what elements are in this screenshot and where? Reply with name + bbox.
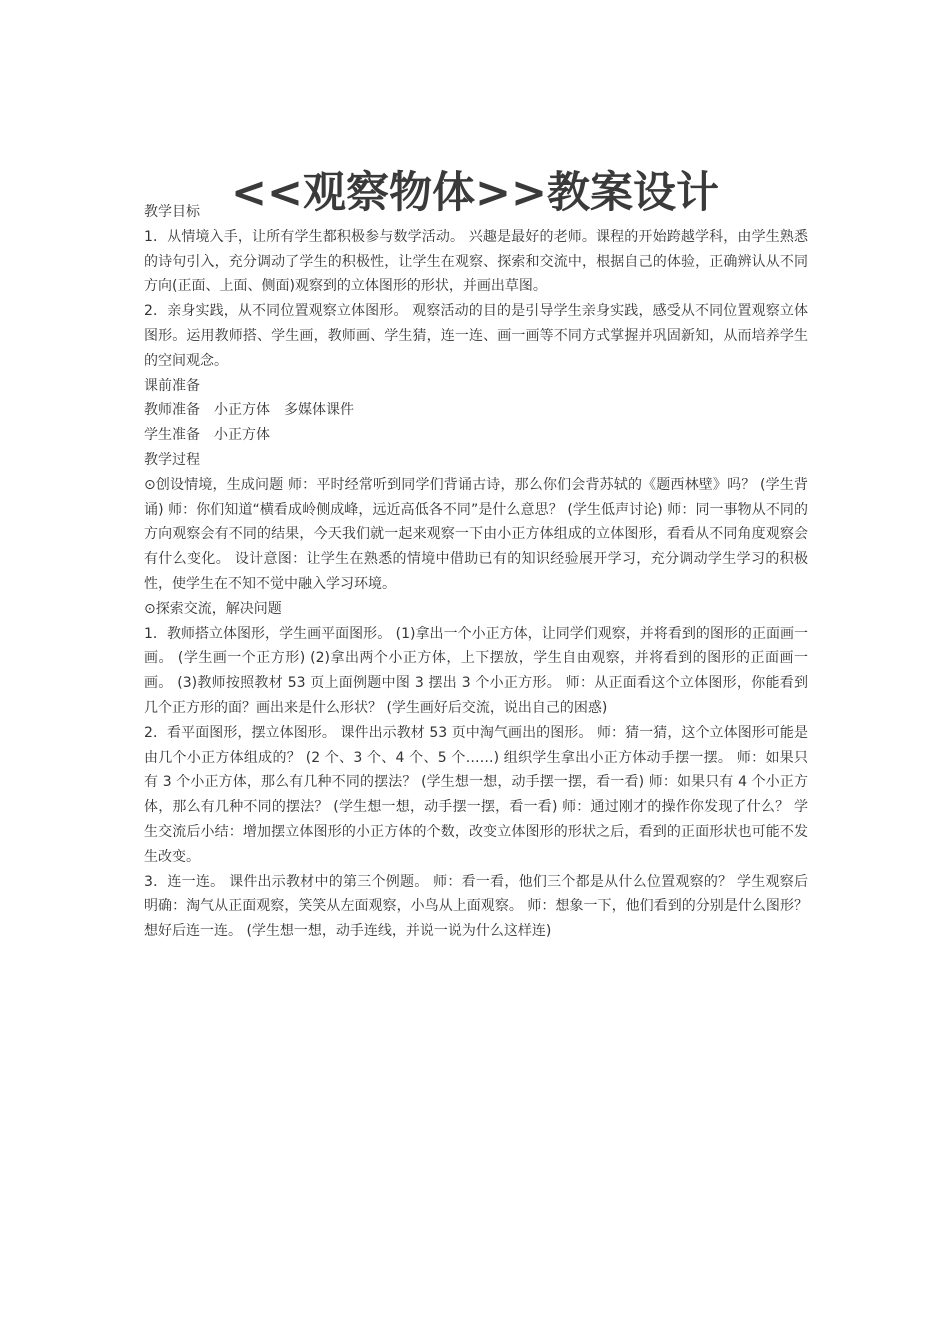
process-subheading-explore: ⊙探索交流，解决问题 bbox=[144, 600, 282, 617]
section-heading-preparation: 课前准备 bbox=[144, 377, 200, 394]
process-paragraph-step-2: 2．看平面图形，摆立体图形。 课件出示教材 53 页中淘气画出的图形。 师：猜一猜，这个立体图形可能是由几个小正方体组成的？ (2 个、3 个、4 个、5 个……) 组织学生拿出小正方体动手摆一摆。 师：如果只有 3 个小正方体，那么有几种不同的摆法？ (学生想一想，动手摆一摆，看一看) 师：如果只有 4 个小正方体，那么有几种不同的摆法？ (学生想一想，动手摆一摆，看一看) 师：通过刚才的操作你发现了什么？ 学生交流后小结：增加摆立体图形的小正方体的个数，改变立体图形的形状之后，看到的正面形状也可能不发生改变。 bbox=[144, 724, 808, 865]
section-heading-process: 教学过程 bbox=[144, 451, 200, 468]
section-heading-objectives: 教学目标 bbox=[144, 204, 200, 220]
objective-paragraph-2: 2．亲身实践，从不同位置观察立体图形。 观察活动的目的是引导学生亲身实践，感受从不同位置观察立体图形。运用教师搭、学生画，教师画、学生猜，连一连、画一画等不同方式掌握并巩固新知，从而培养学生的空间观念。 bbox=[144, 303, 808, 369]
student-preparation: 学生准备 小正方体 bbox=[144, 427, 270, 444]
process-paragraph-step-3: 3．连一连。 课件出示教材中的第三个例题。 师：看一看，他们三个都是从什么位置观察的？ 学生观察后明确：淘气从正面观察，笑笑从左面观察，小鸟从上面观察。 师：想象一下，他们看到的分别是什么图形？想好后连一连。 (学生想一想，动手连线，并说一说为什么这样连) bbox=[144, 873, 808, 940]
document-title: <<观察物体>>教案设计 bbox=[230, 167, 720, 218]
objective-paragraph-1: 1．从情境入手，让所有学生都积极参与数学活动。 兴趣是最好的老师。课程的开始跨越学科，由学生熟悉的诗句引入，充分调动了学生的积极性，让学生在观察、探索和交流中，根据自己的体验，正确辨认从不同方向(正面、上面、侧面)观察到的立体图形的形状，并画出草图。 bbox=[144, 228, 808, 295]
process-paragraph-situation: ⊙创设情境，生成问题 师：平时经常听到同学们背诵古诗，那么你们会背苏轼的《题西林壁》吗？ (学生背诵) 师：你们知道“横看成岭侧成峰，远近高低各不同”是什么意思？ (学生低声讨论) 师：同一事物从不同的方向观察会有不同的结果，今天我们就一起来观察一下由小正方体组成的立体图形，看看从不同角度观察会有什么变化。 设计意图：让学生在熟悉的情境中借助已有的知识经验展开学习，充分调动学生学习的积极性，使学生在不知不觉中融入学习环境。 bbox=[144, 476, 808, 592]
document-body bbox=[144, 200, 808, 944]
teacher-preparation: 教师准备 小正方体 多媒体课件 bbox=[144, 402, 354, 419]
process-paragraph-step-1: 1．教师搭立体图形，学生画平面图形。 (1)拿出一个小正方体，让同学们观察，并将看到的图形的正面画一画。 (学生画一个正方形) (2)拿出两个小正方体，上下摆放，学生自由观察，并将看到的图形的正面画一画。 (3)教师按照教材 53 页上面例题中图 3 摆出 3 个小正方形。 师：从正面看这个立体图形，你能看到几个正方形的面？画出来是什么形状？ (学生画好后交流，说出自己的困惑) bbox=[144, 625, 808, 716]
